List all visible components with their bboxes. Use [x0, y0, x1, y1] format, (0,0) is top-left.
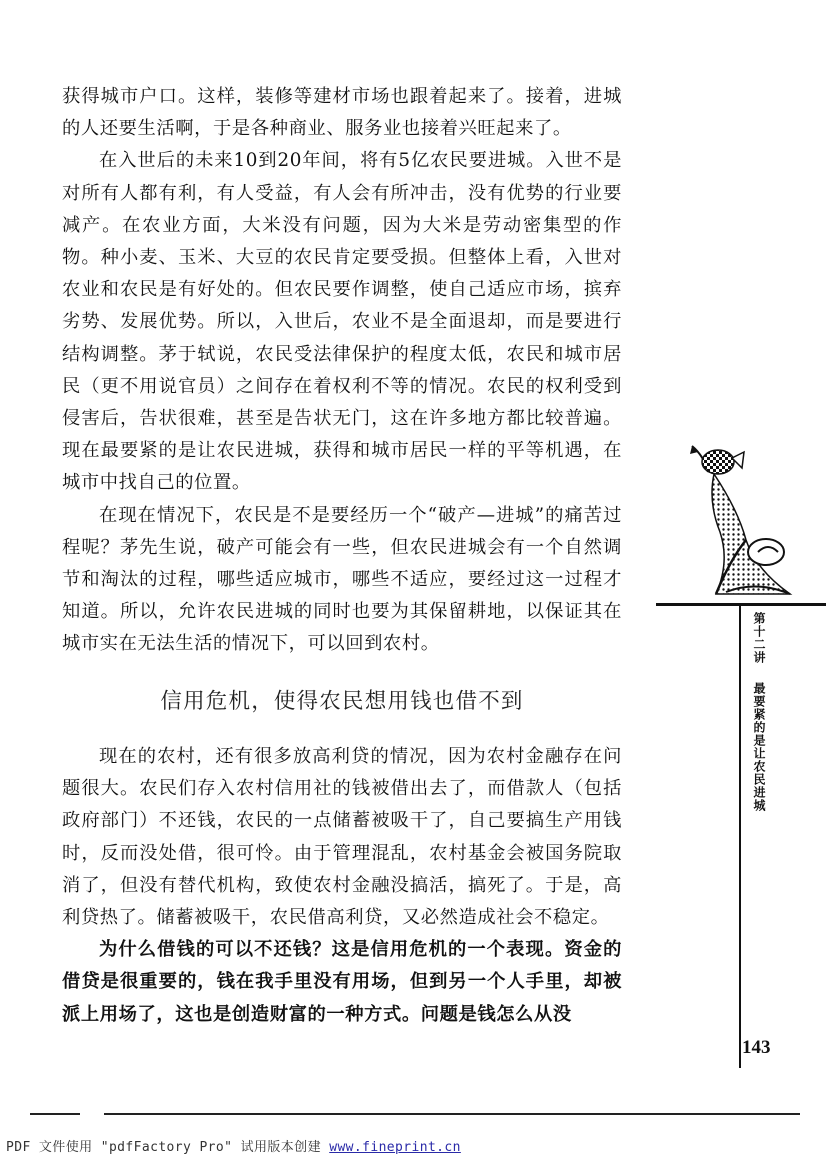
- page-number: 143: [742, 1037, 771, 1058]
- sidebar-divider: [656, 603, 826, 606]
- body-text-top: [62, 81, 622, 661]
- paragraph-4: 现在的农村，还有很多放高利贷的情况，因为农村金融存在问题很大。农民们存入农村信用社的钱被借出去了，而借款人（包括政府部门）不还钱，农民的一点储蓄被吸干了，自己要搞生产用钱时，反而没处借，很可怜。由于管理混乱，农村基金会被国务院取消了，但没有替代机构，致使农村金融没搞活，搞死了。于是，高利贷热了。储蓄被吸干，农民借高利贷，又必然造成社会不稳定。: [62, 746, 622, 929]
- footer-link[interactable]: www.fineprint.cn: [329, 1140, 461, 1155]
- pdf-footer: [6, 1136, 461, 1155]
- paragraph-2: 在入世后的未来10到20年间，将有5亿农民要进城。入世不是对所有人都有利，有人受益，有人会有所冲击，没有优势的行业要减产。在农业方面，大米没有问题，因为大米是劳动密集型的作物。种小麦、玉米、大豆的农民肯定要受损。但整体上看，入世对农业和农民是有好处的。但农民要作调整，使自己适应市场，摈弃劣势、发展优势。所以，入世后，农业不是全面退却，而是要进行结构调整。茅于轼说，农民受法律保护的程度太低，农民和城市居民（更不用说官员）之间存在着权利不等的情况。农民的权利受到侵害后，告状很难，甚至是告状无门，这在许多地方都比较普遍。现在最要紧的是让农民进城，获得和城市居民一样的平等机遇，在城市中找自己的位置。: [62, 150, 622, 494]
- bird-ornament-icon: [686, 442, 796, 602]
- section-heading: 信用危机，使得农民想用钱也借不到: [160, 689, 524, 714]
- chapter-tab: [749, 612, 769, 812]
- bottom-rule-short: [30, 1113, 80, 1115]
- paragraph-3: 在现在情况下，农民是不是要经历一个“破产—进城”的痛苦过程呢？茅先生说，破产可能会有一些，但农民进城会有一个自然调节和淘汰的过程，哪些适应城市，哪些不适应，要经过这一过程才知道。所以，允许农民进城的同时也要为其保留耕地，以保证其在城市实在无法生活的情况下，可以回到农村。: [62, 504, 622, 655]
- chapter-label: 第十二讲: [752, 612, 766, 664]
- chapter-title: 最要紧的是让农民进城: [752, 682, 766, 812]
- paragraph-5: 为什么借钱的可以不还钱？这是信用危机的一个表现。资金的借贷是很重要的，钱在我手里没有用场，但到另一个人手里，却被派上用场了，这也是创造财富的一种方式。问题是钱怎么从没: [62, 939, 622, 1025]
- sidebar-vertical-rule: [739, 606, 741, 1068]
- bottom-rule-long: [104, 1113, 800, 1115]
- body-text-bottom: [62, 741, 622, 1031]
- paragraph-1: 获得城市户口。这样，装修等建材市场也跟着起来了。接着，进城的人还要生活啊，于是各种商业、服务业也接着兴旺起来了。: [62, 86, 622, 140]
- footer-text: PDF 文件使用 "pdfFactory Pro" 试用版本创建: [6, 1140, 330, 1155]
